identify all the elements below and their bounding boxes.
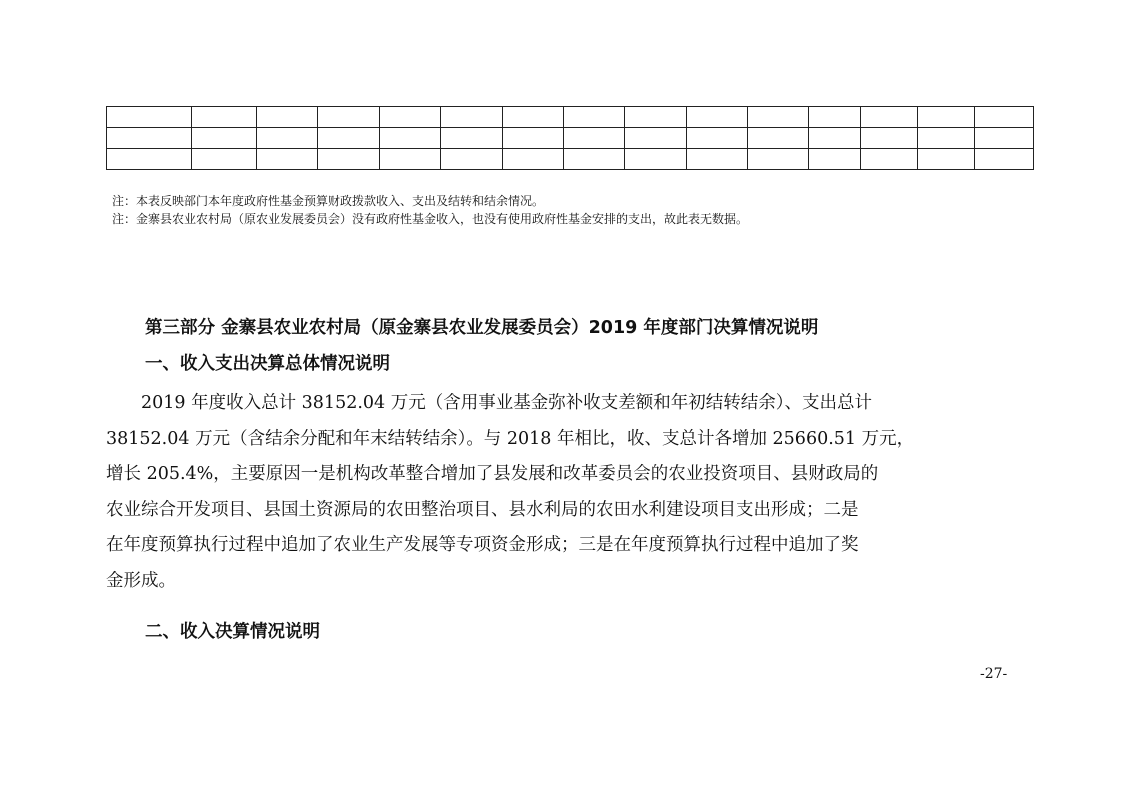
paragraph-line: 农业综合开发项目、县国土资源局的农田整治项目、县水利局的农田水利建设项目支出形成；二是 (106, 499, 859, 520)
table-cell (748, 128, 809, 149)
table-cell (861, 107, 918, 128)
table-cell (318, 149, 380, 170)
table-cell (107, 128, 192, 149)
note-line: 注：金寨县农业农村局（原农业发展委员会）没有政府性基金收入，也没有使用政府性基金安排的支出，故此表无数据。 (112, 212, 749, 226)
table-cell (257, 107, 318, 128)
table-cell (441, 128, 503, 149)
heading-overview: 一、收入支出决算总体情况说明 (145, 354, 390, 374)
table-cell (687, 107, 748, 128)
table-cell (809, 128, 861, 149)
paragraph-line: 38152.04 万元（含结余分配和年末结转结余）。与 2018 年相比，收、支总计各增加 25660.51 万元， (106, 428, 915, 449)
heading-income: 二、收入决算情况说明 (145, 622, 320, 642)
paragraph-line: 金形成。 (106, 570, 176, 591)
table-cell (975, 149, 1034, 170)
table-cell (564, 128, 625, 149)
section-title: 第三部分 金寨县农业农村局（原金寨县农业发展委员会）2019 年度部门决算情况说明 (145, 318, 819, 338)
table-cell (318, 128, 380, 149)
table-cell (192, 107, 257, 128)
table-cell (625, 149, 687, 170)
table-cell (257, 149, 318, 170)
table-cell (918, 107, 975, 128)
paragraph-line: 增长 205.4%，主要原因一是机构改革整合增加了县发展和改革委员会的农业投资项目、县财政局的 (106, 464, 879, 484)
table-cell (687, 128, 748, 149)
table-cell (107, 107, 192, 128)
table-cell (918, 149, 975, 170)
table-cell (809, 107, 861, 128)
table-cell (503, 149, 564, 170)
table-cell (380, 128, 441, 149)
table-cell (503, 107, 564, 128)
table-cell (441, 149, 503, 170)
table-cell (257, 128, 318, 149)
table-cell (192, 128, 257, 149)
table-cell (564, 107, 625, 128)
paragraph-line: 2019 年度收入总计 38152.04 万元（含用事业基金弥补收支差额和年初结转结余）、支出总计 (106, 393, 872, 413)
table-cell (975, 128, 1034, 149)
table-cell (748, 149, 809, 170)
table-cell (192, 149, 257, 170)
table-cell (918, 128, 975, 149)
paragraph-line: 在年度预算执行过程中追加了农业生产发展等专项资金形成；三是在年度预算执行过程中追加了奖 (106, 535, 859, 555)
table-cell (380, 149, 441, 170)
table-cell (318, 107, 380, 128)
table-cell (748, 107, 809, 128)
table-row (107, 128, 1034, 149)
table-cell (380, 107, 441, 128)
table-cell (861, 128, 918, 149)
table-notes (112, 192, 748, 228)
note-line: 注：本表反映部门本年度政府性基金预算财政拨款收入、支出及结转和结余情况。 (112, 194, 545, 208)
table-row (107, 149, 1034, 170)
table-cell (564, 149, 625, 170)
table-cell (503, 128, 564, 149)
table-cell (625, 107, 687, 128)
table-cell (625, 128, 687, 149)
table-row (107, 107, 1034, 128)
table-cell (441, 107, 503, 128)
table-cell (107, 149, 192, 170)
page-number: -27- (980, 666, 1008, 682)
table-cell (861, 149, 918, 170)
table-cell (687, 149, 748, 170)
overview-paragraph (106, 386, 1006, 599)
table-cell (809, 149, 861, 170)
table-cell (975, 107, 1034, 128)
empty-fund-table (106, 106, 1034, 170)
